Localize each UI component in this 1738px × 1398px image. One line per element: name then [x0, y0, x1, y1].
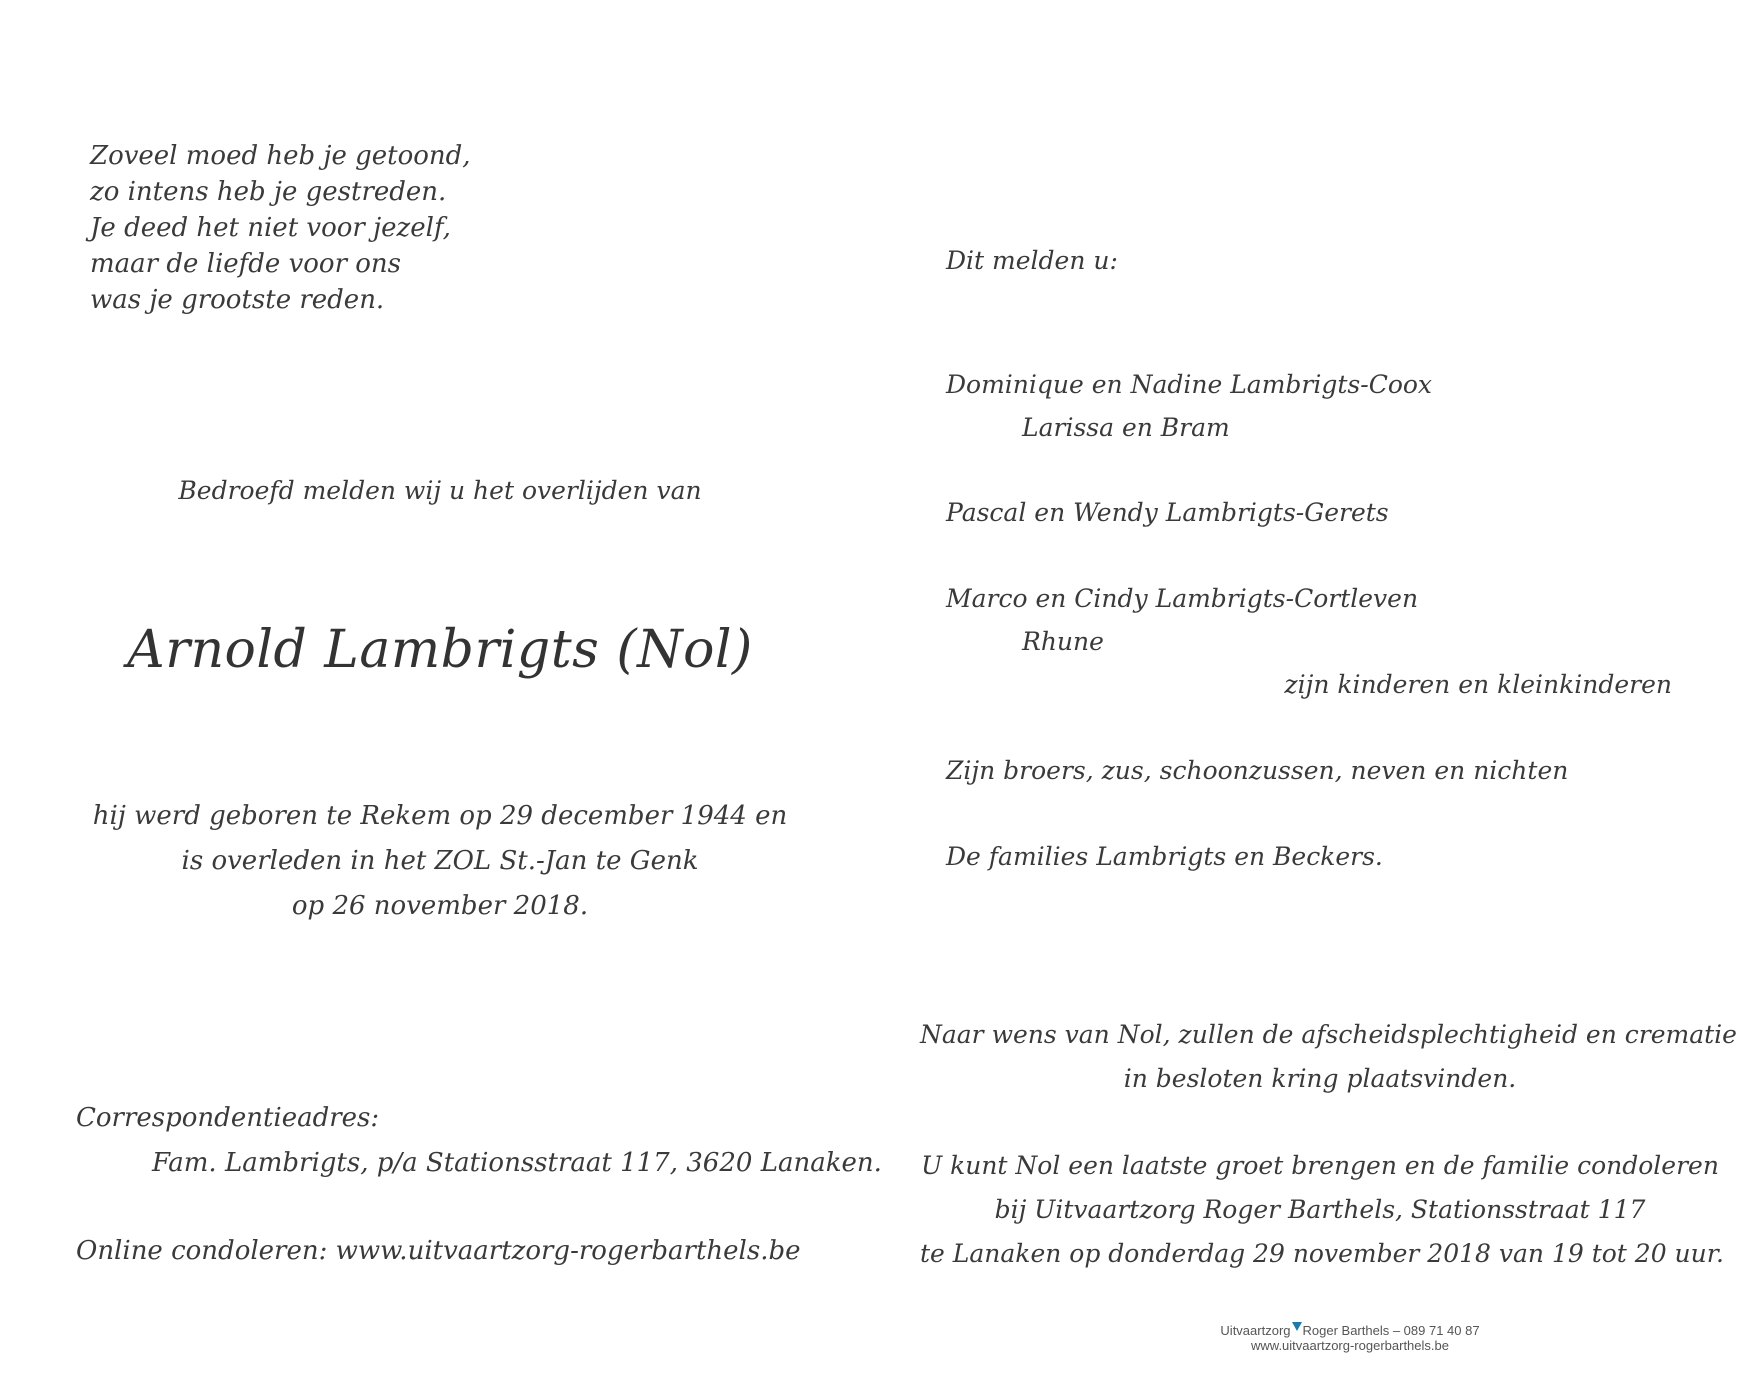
footer-website: www.uitvaartzorg-rogerbarthels.be	[1251, 1338, 1449, 1353]
families-line: De families Lambrigts en Beckers.	[946, 842, 1383, 871]
visit-line: bij Uitvaartzorg Roger Barthels, Stationsstraat 117	[994, 1195, 1646, 1224]
family-line: Dominique en Nadine Lambrigts-Coox	[946, 370, 1433, 399]
details-line: is overleden in het ZOL St.-Jan te Genk	[181, 846, 699, 876]
poem	[90, 138, 471, 318]
visit-line: U kunt Nol een laatste groet brengen en de familie condoleren	[921, 1151, 1719, 1180]
poem-line: Zoveel moed heb je getoond,	[90, 141, 471, 171]
family-line: Pascal en Wendy Lambrigts-Gerets	[946, 498, 1389, 527]
poem-line: zo intens heb je gestreden.	[90, 177, 447, 207]
brand-name: Uitvaartzorg	[1220, 1323, 1291, 1338]
birth-death-details	[40, 794, 840, 929]
grandchildren-line: Larissa en Bram	[1022, 413, 1230, 442]
poem-line: Je deed het niet voor jezelf,	[90, 213, 451, 243]
poem-line: was je grootste reden.	[90, 285, 385, 315]
wish-line: Naar wens van Nol, zullen de afscheidsplechtigheid en crematie	[920, 1020, 1737, 1049]
intro-text: Dit melden u:	[946, 246, 1118, 275]
ceremony-wish	[920, 1013, 1737, 1101]
wish-line: in besloten kring plaatsvinden.	[1123, 1064, 1517, 1093]
deceased-name: Arnold Lambrigts (Nol)	[127, 620, 753, 680]
triangle-down-icon	[1292, 1322, 1302, 1331]
funeral-home-footer	[1070, 1322, 1630, 1353]
correspondence-label: Correspondentieadres:	[76, 1103, 380, 1133]
visitation-info	[920, 1144, 1724, 1276]
announcement-lead: Bedroefd melden wij u het overlijden van	[178, 476, 702, 505]
visit-line: te Lanaken op donderdag 29 november 2018 van 19 tot 20 uur.	[920, 1239, 1724, 1268]
relation-label: zijn kinderen en kleinkinderen	[1284, 670, 1672, 699]
brand-contact: Roger Barthels – 089 71 40 87	[1302, 1323, 1480, 1338]
details-line: hij werd geboren te Rekem op 29 december 1944 en	[92, 801, 788, 831]
details-line: op 26 november 2018.	[291, 891, 589, 921]
grandchildren-line: Rhune	[1022, 627, 1104, 656]
footer-brand	[1070, 1322, 1630, 1338]
poem-line: maar de liefde voor ons	[90, 249, 402, 279]
online-condolence: Online condoleren: www.uitvaartzorg-rogerbarthels.be	[76, 1236, 801, 1266]
siblings-line: Zijn broers, zus, schoonzussen, neven en nichten	[946, 756, 1569, 785]
correspondence-address: Fam. Lambrigts, p/a Stationsstraat 117, 3620 Lanaken.	[152, 1148, 882, 1178]
family-line: Marco en Cindy Lambrigts-Cortleven	[946, 584, 1419, 613]
